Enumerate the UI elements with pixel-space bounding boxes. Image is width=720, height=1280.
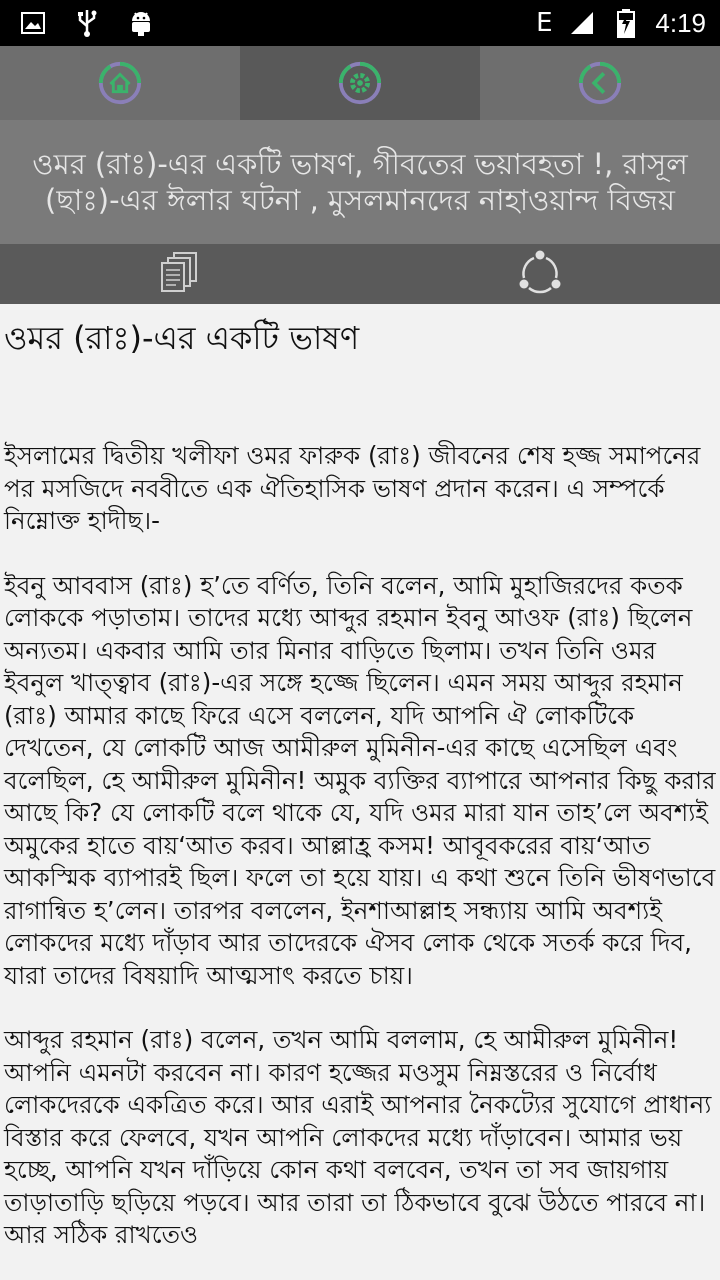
signal-icon [567,8,597,38]
article-paragraph-3: আব্দুর রহমান (রাঃ) বলেন, তখন আমি বললাম, হে আমীরুল মুমিনীন! আপনি এমনটা করবেন না। কারণ হজ্জের মওসুম নিম্নস্তরের ও নির্বোধ লোকদেরকে একত্রিত করে। আর এরাই আপনার নৈকট্যের সুযোগে প্রাধান্য বিস্তার করে ফেলবে, যখন আপনি লোকদের মধ্যে দাঁড়াবেন। আমার ভয় হচ্ছে, আপনি যখন দাঁড়িয়ে কোন কথা বলবেন, তখন তা সব জায়গায় তাড়াতাড়ি ছড়িয়ে পড়বে। আর তারা তা ঠিকভাবে বুঝে উঠতে পারবে না। আর সঠিক রাখতেও [4,1025,712,1249]
home-button[interactable] [0,46,240,120]
network-e-icon: E [536,8,553,38]
chapter-title: ওমর (রাঃ)-এর একটি ভাষণ, গীবতের ভয়াবহতা !, রাসূল (ছাঃ)-এর ঈলার ঘটনা , মুসলমানদের নাহাওয়ান্দ বিজয় [32,147,688,217]
back-button[interactable] [480,46,720,120]
status-left-icons [18,8,156,38]
share-icon [516,248,564,300]
article-paragraph-1: ইসলামের দ্বিতীয় খলীফা ওমর ফারুক (রাঃ) জীবনের শেষ হজ্জ সমাপনের পর মসজিদে নববীতে এক ঐতিহাসিক ভাষণ প্রদান করেন। এ সম্পর্কে নিম্নোক্ত হাদীছ।- [4,441,701,535]
share-button[interactable] [360,244,720,304]
image-icon [18,8,48,38]
battery-charging-icon [611,8,641,38]
status-time: 4:19 [655,7,706,38]
settings-button[interactable] [240,46,480,120]
action-bar [0,244,720,304]
status-bar [0,0,720,46]
chevron-left-icon [577,60,623,106]
top-toolbar [0,46,720,120]
copy-button[interactable] [0,244,360,304]
gear-icon [337,60,383,106]
usb-icon [72,8,102,38]
home-icon [97,60,143,106]
chapter-title-bar [0,120,720,244]
article-heading: ওমর (রাঃ)-এর একটি ভাষণ [4,319,360,357]
article-content [0,304,720,1252]
copy-icon [160,251,200,297]
android-icon [126,8,156,38]
article-paragraph-2: ইবনু আববাস (রাঃ) হ’তে বর্ণিত, তিনি বলেন, আমি মুহাজিরদের কতক লোককে পড়াতাম। তাদের মধ্যে আব্দুর রহমান ইবনু আওফ (রাঃ) ছিলেন অন্যতম। একবার আমি তার মিনার বাড়িতে ছিলাম। তখন তিনি ওমর ইবনুল খাত্ত্বাব (রাঃ)-এর সঙ্গে হজ্জে ছিলেন। এমন সময় আব্দুর রহমান (রাঃ) আমার কাছে ফিরে এসে বললেন, যদি আপনি ঐ লোকটিকে দেখতেন, যে লোকটি আজ আমীরুল মুমিনীন-এর কাছে এসেছিল এবং বলেছিল, হে আমীরুল মুমিনীন! অমুক ব্যক্তির ব্যাপারে আপনার কিছু করার আছে কি? যে লোকটি বলে থাকে যে, যদি ওমর মারা যান তাহ’লে অবশ্যই অমুকের হাতে বায়‘আত করব। আল্লাহ্র কসম! আবূবকরের বায়‘আত আকস্মিক ব্যাপারই ছিল। ফলে তা হয়ে যায়। এ কথা শুনে তিনি ভীষণভাবে রাগান্বিত হ’লেন। তারপর বললেন, ইনশাআল্লাহ সন্ধ্যায় আমি অবশ্যই লোকদের মধ্যে দাঁড়াব আর তাদেরকে ঐসব লোক থেকে সতর্ক করে দিব, যারা তাদের বিষয়াদি আত্মসাৎ করতে চায়। [4,570,716,990]
status-right-icons [535,8,706,39]
